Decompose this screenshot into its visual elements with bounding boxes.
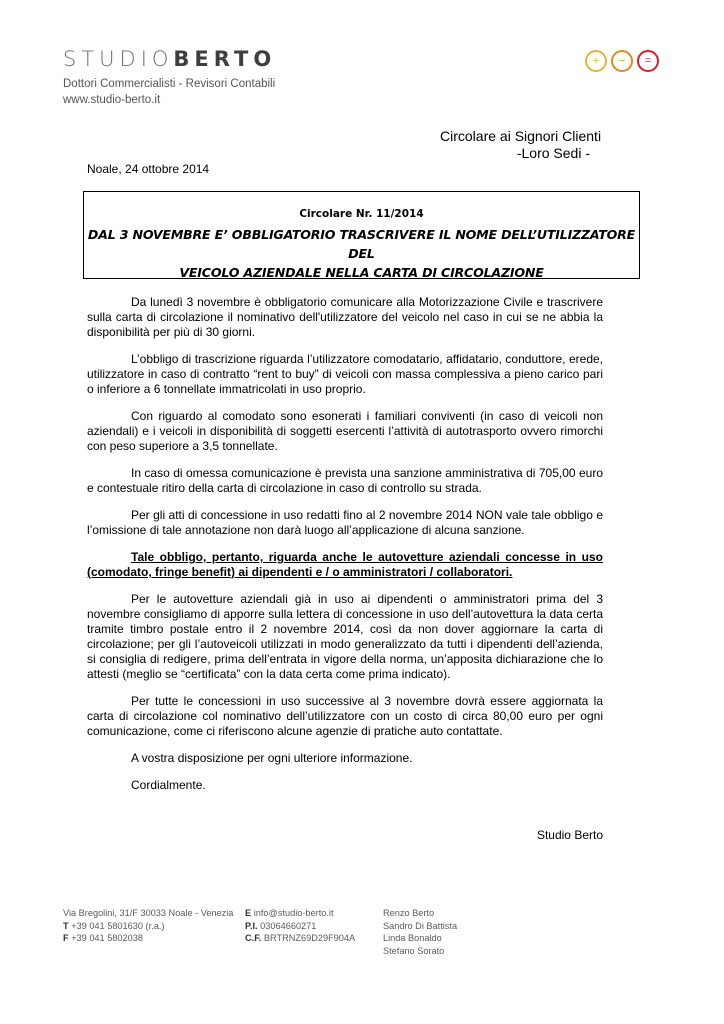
plus-circle-icon: + xyxy=(585,50,607,72)
letterhead xyxy=(63,46,276,108)
logo-circles xyxy=(585,50,659,72)
recipient-line1: Circolare ai Signori Clienti xyxy=(440,128,602,144)
circular-title-box xyxy=(83,191,640,279)
signature: Studio Berto xyxy=(536,828,603,842)
highlighted-paragraph: Tale obbligo, pertanto, riguarda anche le autovetture aziendali concesse in uso (comodato, fringe benefit) ai dipendenti e / o amministratori / collaboratori. xyxy=(87,550,603,579)
recipient-block xyxy=(440,128,625,162)
footer-partners xyxy=(383,907,457,957)
partner-name: Linda Bonaldo xyxy=(383,933,442,943)
paragraph: Per le autovetture aziendali già in uso ai dipendenti o amministratori prima del 3 novembre consigliamo di apporre sulla lettera di concessione in uso dell’autovettura la data certa tramite timbro postale entro il 2 novembre 2014, così da non dover aggiornare la carta di circolazione; per gli l’autoveicoli utilizzati in modo generalizzato da tutti i dipendenti dell’azienda, si consiglia di redigere, prima dell’entrata in vigore della norma, un’apposita dichiarazione che lo attesti (meglio se “certificata” con la data certa come prima indicato). xyxy=(87,592,603,681)
paragraph: L’obbligo di trascrizione riguarda l’utilizzatore comodatario, affidatario, conduttore, erede, utilizzatore in caso di contratto “rent to buy” di veicoli con massa complessiva a pieno carico pari o inferiore a 6 tonnellate immatricolati in uso proprio. xyxy=(87,352,603,396)
partner-name: Renzo Berto xyxy=(383,908,435,918)
brand-website: www.studio-berto.it xyxy=(63,94,161,106)
circular-number: Circolare Nr. 11/2014 xyxy=(299,208,424,220)
letter-date: Noale, 24 ottobre 2014 xyxy=(87,162,210,176)
paragraph: A vostra disposizione per ogni ulteriore informazione. xyxy=(131,751,413,765)
paragraph: Per tutte le concessioni in uso successive al 3 novembre dovrà essere aggiornata la carta di circolazione col nominativo dell’utilizzatore con un costo di circa 80,00 euro per ogni comunicazione, come ci riferiscono alcune agenzie di pratiche auto contattate. xyxy=(87,694,603,738)
paragraph: Con riguardo al comodato sono esonerati i familiari conviventi (in caso di veicoli non aziendali) e i veicoli in disponibilità di soggetti esercenti l’attività di autotrasporto ovvero rimorchi con peso superiore a 3,5 tonnellate. xyxy=(87,409,603,453)
letter-body xyxy=(87,295,603,805)
recipient-line2: -Loro Sedi - xyxy=(516,145,590,161)
footer-address: Via Bregolini, 31/F 30033 Noale - Venezia T +39 041 5801630 (r.a.) F +39 041 5802038 xyxy=(63,908,234,943)
partner-name: Stefano Sorato xyxy=(383,945,445,956)
partner-name: Sandro Di Battista xyxy=(383,920,458,931)
closing: Cordialmente. xyxy=(131,778,206,792)
equals-circle-icon: = xyxy=(637,50,659,72)
footer-contacts: E info@studio-berto.it P.I. 03064660271 C.F. BRTRNZ69D29F904A xyxy=(245,908,356,943)
paragraph: Per gli atti di concessione in uso redatti fino al 2 novembre 2014 NON vale tale obbligo e l’omissione di tale annotazione non darà luogo all’applicazione di alcuna sanzione. xyxy=(87,508,603,537)
paragraph: Da lunedì 3 novembre è obbligatorio comunicare alla Motorizzazione Civile e trascrivere sulla carta di circolazione il nominativo dell'utilizzatore del veicolo nel caso in cui se ne abbia la disponibilità per più di 30 giorni. xyxy=(87,295,603,339)
paragraph: In caso di omessa comunicazione è prevista una sanzione amministrativa di 705,00 euro e contestuale ritiro della carta di circolazione in caso di controllo su strada. xyxy=(87,466,603,495)
circular-title: DAL 3 NOVEMBRE E’ OBBLIGATORIO TRASCRIVERE IL NOME DELL’UTILIZZATORE DEL VEICOLO AZIENDALE NELLA CARTA DI CIRCOLAZIONE xyxy=(87,227,636,280)
brand-logo-text: STUDIOBERTO xyxy=(63,47,277,71)
minus-circle-icon: − xyxy=(611,50,633,72)
brand-subtitle: Dottori Commercialisti - Revisori Contabili xyxy=(63,78,276,90)
